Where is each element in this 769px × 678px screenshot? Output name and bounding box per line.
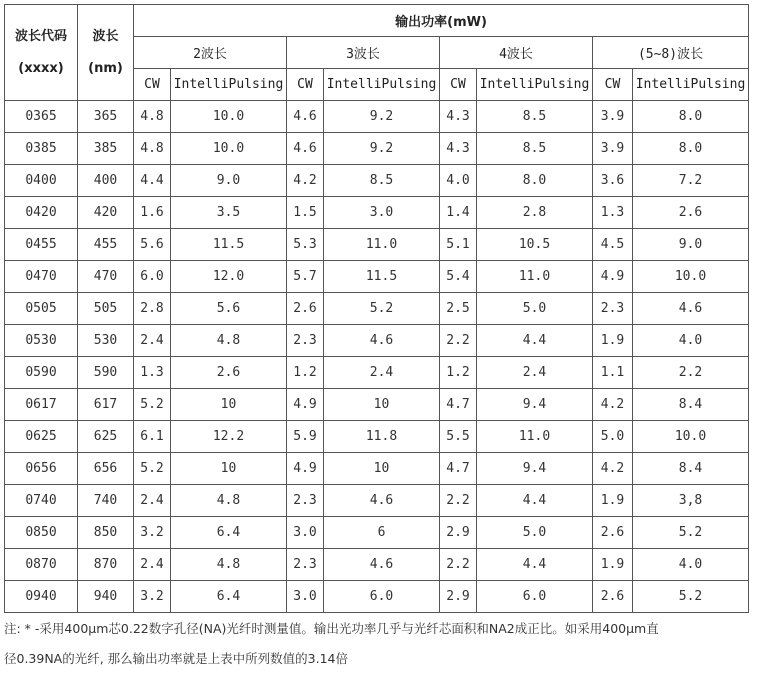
cell-wavelength-code: 0656 bbox=[5, 453, 78, 485]
cell-4wl-cw: 4.7 bbox=[440, 453, 477, 485]
table-row bbox=[5, 453, 749, 485]
cell-2wl-cw: 1.6 bbox=[134, 197, 171, 229]
cell-2wl-cw: 1.3 bbox=[134, 357, 171, 389]
col-header-wavelength bbox=[78, 5, 134, 101]
cell-5-8wl-intellipulsing: 10.0 bbox=[633, 421, 749, 453]
group-header-4-wavelength: 4波长 bbox=[440, 37, 593, 69]
cell-wavelength: 940 bbox=[78, 581, 134, 613]
cell-2wl-cw: 6.0 bbox=[134, 261, 171, 293]
cell-3wl-intellipulsing: 4.6 bbox=[324, 549, 440, 581]
table-row bbox=[5, 421, 749, 453]
cell-3wl-cw: 4.6 bbox=[287, 101, 324, 133]
cell-3wl-intellipulsing: 11.8 bbox=[324, 421, 440, 453]
cell-3wl-cw: 4.9 bbox=[287, 453, 324, 485]
cell-3wl-intellipulsing: 2.4 bbox=[324, 357, 440, 389]
cell-5-8wl-cw: 1.9 bbox=[593, 549, 633, 581]
sub-header-cw: CW bbox=[287, 69, 324, 101]
cell-5-8wl-cw: 1.1 bbox=[593, 357, 633, 389]
wavelength-label: 波长 bbox=[92, 28, 119, 44]
output-power-table bbox=[4, 4, 749, 613]
group-header-5-8-wavelength: (5~8)波长 bbox=[593, 37, 749, 69]
cell-2wl-intellipulsing: 4.8 bbox=[171, 325, 287, 357]
group-header-2-wavelength: 2波长 bbox=[134, 37, 287, 69]
table-row bbox=[5, 485, 749, 517]
cell-4wl-cw: 2.2 bbox=[440, 549, 477, 581]
cell-5-8wl-cw: 3.6 bbox=[593, 165, 633, 197]
cell-3wl-cw: 2.3 bbox=[287, 549, 324, 581]
cell-3wl-intellipulsing: 10 bbox=[324, 453, 440, 485]
cell-5-8wl-cw: 4.2 bbox=[593, 389, 633, 421]
cell-2wl-cw: 3.2 bbox=[134, 581, 171, 613]
cell-5-8wl-intellipulsing: 10.0 bbox=[633, 261, 749, 293]
cell-2wl-cw: 5.2 bbox=[134, 389, 171, 421]
cell-wavelength-code: 0365 bbox=[5, 101, 78, 133]
cell-wavelength-code: 0870 bbox=[5, 549, 78, 581]
footnote-line-2: 径0.39NA的光纤, 那么输出功率就是上表中所列数值的3.14倍 bbox=[4, 651, 349, 666]
cell-4wl-intellipulsing: 4.4 bbox=[477, 485, 593, 517]
cell-wavelength: 385 bbox=[78, 133, 134, 165]
cell-5-8wl-intellipulsing: 5.2 bbox=[633, 581, 749, 613]
cell-4wl-cw: 2.9 bbox=[440, 581, 477, 613]
cell-3wl-cw: 3.0 bbox=[287, 517, 324, 549]
cell-3wl-cw: 2.6 bbox=[287, 293, 324, 325]
cell-2wl-cw: 6.1 bbox=[134, 421, 171, 453]
cell-5-8wl-intellipulsing: 4.0 bbox=[633, 325, 749, 357]
cell-5-8wl-cw: 2.6 bbox=[593, 581, 633, 613]
cell-2wl-intellipulsing: 10 bbox=[171, 389, 287, 421]
table-body bbox=[5, 101, 749, 613]
cell-3wl-cw: 1.5 bbox=[287, 197, 324, 229]
table-row bbox=[5, 133, 749, 165]
wavelength-code-label: 波长代码 bbox=[14, 28, 67, 44]
cell-4wl-cw: 2.2 bbox=[440, 485, 477, 517]
cell-wavelength: 617 bbox=[78, 389, 134, 421]
cell-2wl-intellipulsing: 2.6 bbox=[171, 357, 287, 389]
cell-4wl-cw: 4.3 bbox=[440, 101, 477, 133]
cell-wavelength: 455 bbox=[78, 229, 134, 261]
table-row bbox=[5, 229, 749, 261]
sub-header-intellipulsing: IntelliPulsing bbox=[633, 69, 749, 101]
cell-wavelength: 590 bbox=[78, 357, 134, 389]
table-row bbox=[5, 293, 749, 325]
cell-2wl-cw: 5.6 bbox=[134, 229, 171, 261]
footnote-line-1: 注: * -采用400μm芯0.22数字孔径(NA)光纤时测量值。输出光功率几乎与光纤芯面积和NA2成正比。如采用400μm直 bbox=[4, 621, 659, 636]
table-row bbox=[5, 389, 749, 421]
cell-wavelength: 470 bbox=[78, 261, 134, 293]
cell-4wl-cw: 5.4 bbox=[440, 261, 477, 293]
cell-4wl-cw: 4.0 bbox=[440, 165, 477, 197]
cell-5-8wl-intellipulsing: 9.0 bbox=[633, 229, 749, 261]
cell-3wl-cw: 2.3 bbox=[287, 485, 324, 517]
cell-4wl-cw: 4.3 bbox=[440, 133, 477, 165]
cell-2wl-intellipulsing: 12.2 bbox=[171, 421, 287, 453]
cell-4wl-intellipulsing: 11.0 bbox=[477, 421, 593, 453]
table-row bbox=[5, 261, 749, 293]
cell-3wl-cw: 4.6 bbox=[287, 133, 324, 165]
cell-2wl-intellipulsing: 10 bbox=[171, 453, 287, 485]
cell-5-8wl-intellipulsing: 2.6 bbox=[633, 197, 749, 229]
table-row bbox=[5, 325, 749, 357]
cell-2wl-cw: 4.8 bbox=[134, 101, 171, 133]
table-row bbox=[5, 549, 749, 581]
cell-5-8wl-intellipulsing: 8.0 bbox=[633, 101, 749, 133]
table-row bbox=[5, 101, 749, 133]
col-header-output-power: 输出功率(mW) bbox=[134, 5, 749, 37]
cell-3wl-cw: 3.0 bbox=[287, 581, 324, 613]
cell-3wl-intellipulsing: 8.5 bbox=[324, 165, 440, 197]
cell-2wl-intellipulsing: 5.6 bbox=[171, 293, 287, 325]
cell-4wl-cw: 5.1 bbox=[440, 229, 477, 261]
cell-wavelength: 740 bbox=[78, 485, 134, 517]
cell-4wl-intellipulsing: 2.8 bbox=[477, 197, 593, 229]
cell-wavelength-code: 0470 bbox=[5, 261, 78, 293]
table-row bbox=[5, 165, 749, 197]
table-row bbox=[5, 357, 749, 389]
cell-wavelength: 656 bbox=[78, 453, 134, 485]
cell-5-8wl-cw: 3.9 bbox=[593, 101, 633, 133]
cell-5-8wl-cw: 1.3 bbox=[593, 197, 633, 229]
group-header-3-wavelength: 3波长 bbox=[287, 37, 440, 69]
cell-4wl-intellipulsing: 4.4 bbox=[477, 325, 593, 357]
cell-4wl-intellipulsing: 9.4 bbox=[477, 453, 593, 485]
cell-4wl-intellipulsing: 11.0 bbox=[477, 261, 593, 293]
wavelength-unit: (nm) bbox=[88, 60, 123, 76]
cell-5-8wl-cw: 3.9 bbox=[593, 133, 633, 165]
cell-wavelength-code: 0850 bbox=[5, 517, 78, 549]
cell-4wl-cw: 2.9 bbox=[440, 517, 477, 549]
cell-5-8wl-intellipulsing: 4.0 bbox=[633, 549, 749, 581]
sub-header-cw: CW bbox=[134, 69, 171, 101]
cell-4wl-cw: 1.4 bbox=[440, 197, 477, 229]
cell-4wl-intellipulsing: 5.0 bbox=[477, 517, 593, 549]
cell-wavelength-code: 0940 bbox=[5, 581, 78, 613]
cell-4wl-cw: 4.7 bbox=[440, 389, 477, 421]
cell-3wl-intellipulsing: 6 bbox=[324, 517, 440, 549]
cell-4wl-cw: 5.5 bbox=[440, 421, 477, 453]
cell-3wl-intellipulsing: 11.5 bbox=[324, 261, 440, 293]
cell-wavelength-code: 0385 bbox=[5, 133, 78, 165]
sub-header-cw: CW bbox=[440, 69, 477, 101]
cell-3wl-cw: 5.9 bbox=[287, 421, 324, 453]
cell-2wl-intellipulsing: 4.8 bbox=[171, 549, 287, 581]
cell-2wl-intellipulsing: 4.8 bbox=[171, 485, 287, 517]
cell-3wl-cw: 4.2 bbox=[287, 165, 324, 197]
cell-4wl-intellipulsing: 8.5 bbox=[477, 101, 593, 133]
cell-2wl-cw: 4.8 bbox=[134, 133, 171, 165]
cell-2wl-intellipulsing: 10.0 bbox=[171, 133, 287, 165]
cell-5-8wl-intellipulsing: 5.2 bbox=[633, 517, 749, 549]
cell-4wl-intellipulsing: 8.0 bbox=[477, 165, 593, 197]
cell-5-8wl-intellipulsing: 4.6 bbox=[633, 293, 749, 325]
cell-4wl-intellipulsing: 2.4 bbox=[477, 357, 593, 389]
cell-3wl-intellipulsing: 9.2 bbox=[324, 133, 440, 165]
cell-wavelength: 400 bbox=[78, 165, 134, 197]
sub-header-intellipulsing: IntelliPulsing bbox=[171, 69, 287, 101]
cell-3wl-intellipulsing: 4.6 bbox=[324, 325, 440, 357]
cell-3wl-intellipulsing: 9.2 bbox=[324, 101, 440, 133]
cell-3wl-cw: 2.3 bbox=[287, 325, 324, 357]
cell-5-8wl-intellipulsing: 8.4 bbox=[633, 453, 749, 485]
cell-5-8wl-cw: 5.0 bbox=[593, 421, 633, 453]
sub-header-intellipulsing: IntelliPulsing bbox=[324, 69, 440, 101]
cell-4wl-intellipulsing: 8.5 bbox=[477, 133, 593, 165]
cell-wavelength-code: 0625 bbox=[5, 421, 78, 453]
cell-5-8wl-cw: 4.9 bbox=[593, 261, 633, 293]
cell-wavelength: 505 bbox=[78, 293, 134, 325]
cell-wavelength: 850 bbox=[78, 517, 134, 549]
cell-wavelength-code: 0590 bbox=[5, 357, 78, 389]
cell-2wl-cw: 4.4 bbox=[134, 165, 171, 197]
cell-3wl-intellipulsing: 4.6 bbox=[324, 485, 440, 517]
cell-2wl-intellipulsing: 3.5 bbox=[171, 197, 287, 229]
sub-header-cw: CW bbox=[593, 69, 633, 101]
cell-2wl-intellipulsing: 9.0 bbox=[171, 165, 287, 197]
cell-5-8wl-cw: 2.6 bbox=[593, 517, 633, 549]
table-row bbox=[5, 197, 749, 229]
cell-5-8wl-intellipulsing: 7.2 bbox=[633, 165, 749, 197]
cell-2wl-cw: 3.2 bbox=[134, 517, 171, 549]
cell-wavelength: 420 bbox=[78, 197, 134, 229]
table-row bbox=[5, 517, 749, 549]
cell-3wl-intellipulsing: 10 bbox=[324, 389, 440, 421]
cell-5-8wl-intellipulsing: 2.2 bbox=[633, 357, 749, 389]
cell-wavelength: 870 bbox=[78, 549, 134, 581]
cell-5-8wl-intellipulsing: 3,8 bbox=[633, 485, 749, 517]
cell-3wl-cw: 5.7 bbox=[287, 261, 324, 293]
cell-5-8wl-intellipulsing: 8.0 bbox=[633, 133, 749, 165]
sub-header-intellipulsing: IntelliPulsing bbox=[477, 69, 593, 101]
cell-2wl-intellipulsing: 6.4 bbox=[171, 517, 287, 549]
cell-5-8wl-cw: 4.5 bbox=[593, 229, 633, 261]
cell-wavelength-code: 0400 bbox=[5, 165, 78, 197]
cell-2wl-intellipulsing: 10.0 bbox=[171, 101, 287, 133]
cell-wavelength-code: 0420 bbox=[5, 197, 78, 229]
cell-3wl-cw: 5.3 bbox=[287, 229, 324, 261]
cell-5-8wl-cw: 4.2 bbox=[593, 453, 633, 485]
cell-wavelength: 625 bbox=[78, 421, 134, 453]
cell-4wl-intellipulsing: 10.5 bbox=[477, 229, 593, 261]
cell-5-8wl-cw: 2.3 bbox=[593, 293, 633, 325]
cell-2wl-intellipulsing: 6.4 bbox=[171, 581, 287, 613]
cell-wavelength: 530 bbox=[78, 325, 134, 357]
cell-2wl-intellipulsing: 12.0 bbox=[171, 261, 287, 293]
cell-wavelength-code: 0505 bbox=[5, 293, 78, 325]
cell-wavelength: 365 bbox=[78, 101, 134, 133]
cell-2wl-cw: 2.4 bbox=[134, 485, 171, 517]
cell-3wl-intellipulsing: 6.0 bbox=[324, 581, 440, 613]
cell-2wl-cw: 2.8 bbox=[134, 293, 171, 325]
cell-2wl-intellipulsing: 11.5 bbox=[171, 229, 287, 261]
cell-4wl-cw: 2.2 bbox=[440, 325, 477, 357]
cell-4wl-intellipulsing: 5.0 bbox=[477, 293, 593, 325]
table-row bbox=[5, 581, 749, 613]
cell-5-8wl-cw: 1.9 bbox=[593, 485, 633, 517]
cell-wavelength-code: 0455 bbox=[5, 229, 78, 261]
cell-wavelength-code: 0530 bbox=[5, 325, 78, 357]
cell-3wl-cw: 1.2 bbox=[287, 357, 324, 389]
cell-3wl-intellipulsing: 5.2 bbox=[324, 293, 440, 325]
cell-wavelength-code: 0740 bbox=[5, 485, 78, 517]
cell-4wl-intellipulsing: 9.4 bbox=[477, 389, 593, 421]
cell-5-8wl-cw: 1.9 bbox=[593, 325, 633, 357]
cell-4wl-intellipulsing: 4.4 bbox=[477, 549, 593, 581]
spec-table-container bbox=[4, 4, 748, 613]
cell-wavelength-code: 0617 bbox=[5, 389, 78, 421]
cell-2wl-cw: 2.4 bbox=[134, 549, 171, 581]
cell-4wl-cw: 1.2 bbox=[440, 357, 477, 389]
cell-3wl-cw: 4.9 bbox=[287, 389, 324, 421]
cell-4wl-intellipulsing: 6.0 bbox=[477, 581, 593, 613]
wavelength-code-format: (xxxx) bbox=[18, 60, 64, 76]
col-header-wavelength-code bbox=[5, 5, 78, 101]
cell-2wl-cw: 2.4 bbox=[134, 325, 171, 357]
cell-5-8wl-intellipulsing: 8.4 bbox=[633, 389, 749, 421]
cell-3wl-intellipulsing: 3.0 bbox=[324, 197, 440, 229]
cell-3wl-intellipulsing: 11.0 bbox=[324, 229, 440, 261]
cell-2wl-cw: 5.2 bbox=[134, 453, 171, 485]
cell-4wl-cw: 2.5 bbox=[440, 293, 477, 325]
footnote bbox=[4, 614, 766, 674]
